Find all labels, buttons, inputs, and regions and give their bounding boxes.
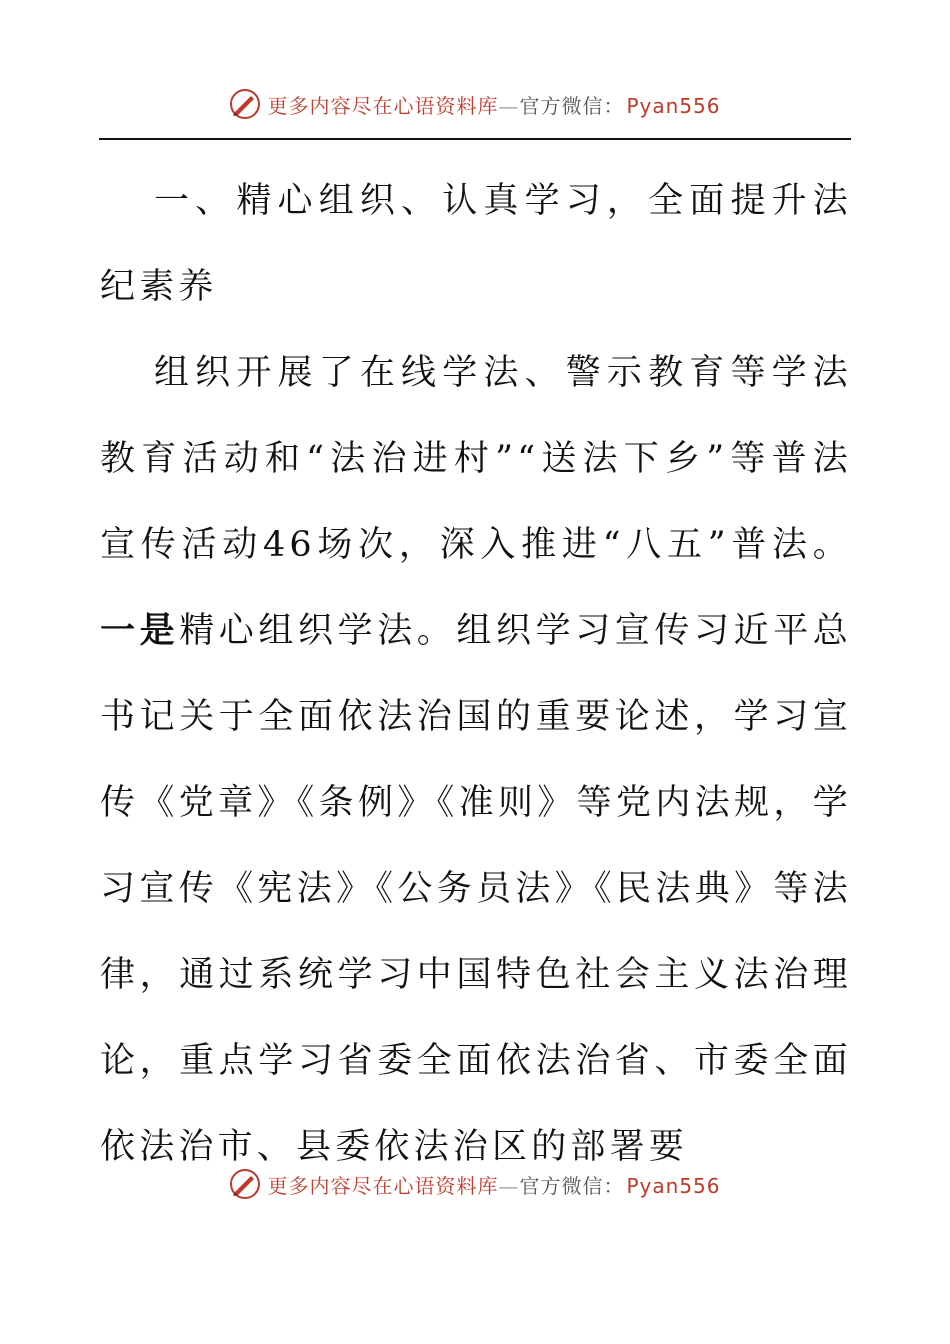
banner-text [267,90,720,119]
banner-dash: — [498,93,520,118]
banner-wechat-label: 官方微信： [519,93,625,118]
pen-logo-icon [229,1168,261,1200]
banner-wechat-label: 官方微信： [519,1173,625,1198]
body-part-1: 组织开展了在线学法、警示教育等学法教育活动和“法治进村”“送法下乡”等普法宣传活动46场次，深入推进“八五”普法。 [100,353,852,565]
body-paragraph [100,330,852,1190]
section-heading: 一、精心组织、认真学习，全面提升法纪素养 [100,181,852,307]
footer-banner [0,1162,950,1206]
header-divider [99,138,851,140]
banner-handle: Pyan556 [626,1173,721,1198]
document-body [100,158,852,1190]
banner-site: 更多内容尽在心语资料库 [267,93,499,118]
banner-site: 更多内容尽在心语资料库 [267,1173,499,1198]
header-banner [0,82,950,126]
pen-logo-icon [229,88,261,120]
banner-dash: — [498,1173,520,1198]
banner-handle: Pyan556 [626,93,721,118]
body-part-2: 精心组织学法。组织学习宣传习近平总书记关于全面依法治国的重要论述，学习宣传《党章》《条例》《准则》等党内法规，学习宣传《宪法》《公务员法》《民法典》等法律，通过系统学习中国特色社会主义法治理论，重点学习省委全面依法治省、市委全面依法治市、县委依法治区的部署要 [100,611,852,1167]
body-bold-lead: 一是 [100,610,180,651]
banner-text [267,1170,720,1199]
